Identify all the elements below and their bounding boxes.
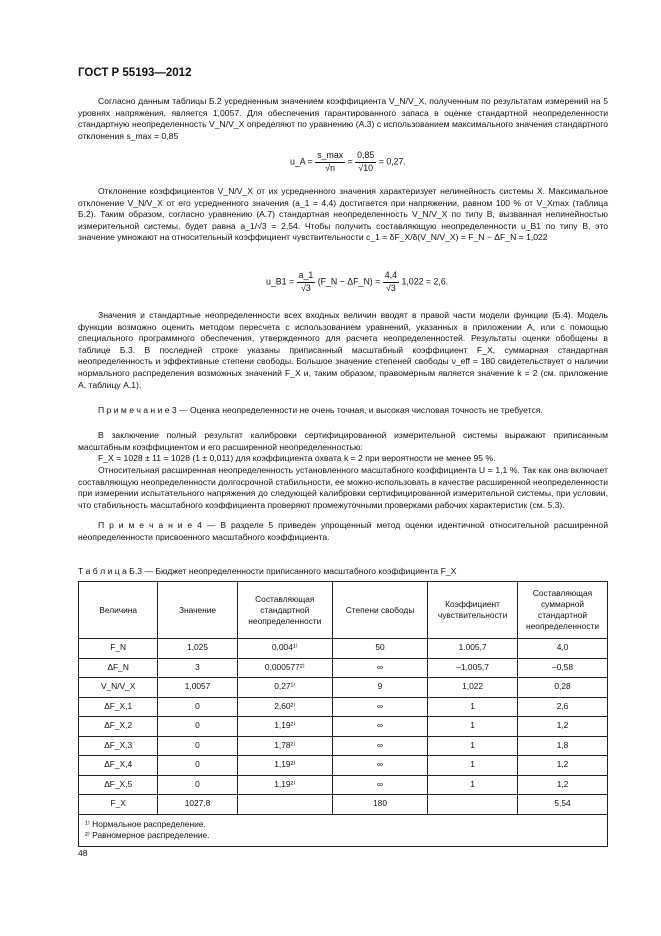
table-cell: 1.005,7 [428,639,518,659]
table-cell: 1 [428,736,518,756]
col-header: Составляющая стандартной неопределенности [237,582,332,639]
table-cell: 1,025 [158,639,237,659]
table-footnotes-row [79,814,608,846]
table-cell: 1 [428,756,518,776]
table-cell: 1,2 [518,717,608,737]
uncertainty-budget-table [78,581,608,847]
document-header: ГОСТ Р 55193—2012 [78,67,192,79]
formula-ub1: u_B1 = $\frac{a\_1}{√3}$ (F_N − ΔF_N) = $\frac{4,4}{√3}$ 1,022 = 2,6. [266,270,449,293]
table-cell [237,795,332,815]
table-cell: 1,78²⁾ [237,736,332,756]
table-cell: ∞ [332,697,427,717]
col-header: Величина [79,582,158,639]
table-cell: 1,19²⁾ [237,717,332,737]
table-row [79,697,608,717]
table-cell: ΔF_X,5 [79,775,158,795]
table-cell: 0 [158,697,237,717]
col-header: Составляющая суммарной стандартной неопределенности [518,582,608,639]
table-cell: ∞ [332,658,427,678]
table-cell: 180 [332,795,427,815]
table-cell: 5,54 [518,795,608,815]
table-cell: –1,005,7 [428,658,518,678]
table-header-row [79,582,608,639]
col-header: Значение [158,582,237,639]
table-cell: ΔF_X,3 [79,736,158,756]
table-row [79,736,608,756]
table-caption: Т а б л и ц а Б.3 — Бюджет неопределенности приписанного масштабного коэффициента F_X [78,566,457,576]
table-row [79,775,608,795]
table-cell: 0 [158,736,237,756]
table-cell: ΔF_X,4 [79,756,158,776]
table-row [79,678,608,698]
table-cell: 1,2 [518,775,608,795]
table-cell: 9 [332,678,427,698]
table-footnotes [79,814,608,846]
formula-ua: u_A = $\frac{s\_\max}{√n}$ = $\frac{0,85}{√10}$ = 0,27. [290,150,406,173]
table-cell: 1,19²⁾ [237,775,332,795]
table-total-row [79,795,608,815]
note-3: П р и м е ч а н и е 3 — Оценка неопределенности не очень точная, и высокая числовая точность не требуется. [98,405,543,415]
paragraph-3: Значения и стандартные неопределенности всех входных величин вводят в правой части модели функции (Б.4). Модель функции возможно оценить методом пересчета с использованием уравнений, указанных в приложении А, или с помощью специального программного обеспечения, утвержденного для расчета неопределенностей. Результаты оценки обобщены в таблице Б.3. В последней строке указаны приписанный масштабный коэффициент F_X, суммарная стандартная неопределенность и эффективные степени свободы. Большое значение степеней свободы ν_eff = 180 свидетельствует о наличии нормального распределения возможных значений F_X и, таким образом, правомерным является значение k = 2 (см. приложение А, таблицу А.1). [78,310,608,390]
table-cell: ∞ [332,717,427,737]
paragraph-1: Согласно данным таблицы Б.2 усредненным значением коэффициента V_N/V_X, полученным по результатам измерений на 5 уровнях напряжения, является 1,0057. Для обеспечения гарантированного запаса в оценке стандартной неопределенности стандартную неопределенность V_N/V_X определяют по уравнению (А.3) с использованием максимального значения стандартного отклонения s_max = 0,85 [78,96,608,141]
table-row [79,658,608,678]
table-cell: 3 [158,658,237,678]
table-cell: 0 [158,756,237,776]
table-cell: 0,004¹⁾ [237,639,332,659]
table-row [79,717,608,737]
table-cell: 0,000577²⁾ [237,658,332,678]
table-cell: F_X [79,795,158,815]
table-cell: F_N [79,639,158,659]
table-cell: V_N/V_X [79,678,158,698]
paragraph-2: Отклонение коэффициентов V_N/V_X от их усредненного значения характеризует нелинейность системы X. Максимальное отклонение V_N/V_X от его усредненного значения (a_1 = 4,4) достигается при напряжении, равном 100 % от V_Xmax (таблица Б.2). Таким образом, согласно уравнению (А.7) стандартная неопределенность V_N/V_X по типу В, вызванная нелинейностью измерительной системы, будет равна a_1/√3 = 2,54. Чтобы получить составляющую неопределенности u_B1 по типу В, это значение умножают на относительный коэффициент чувствительности c_1 = δF_X/δ(V_N/V_X) = F_N − ΔF_N = 1,022 [78,186,608,243]
paragraph-4-formula: F_X = 1028 ± 11 = 1028 (1 ± 0,011) для коэффициента охвата k = 2 при вероятности не менее 95 %. [98,453,496,463]
table-cell: ∞ [332,736,427,756]
table-cell: 0,28 [518,678,608,698]
page-number: 48 [78,848,88,858]
table-row [79,639,608,659]
table-cell: 2,60²⁾ [237,697,332,717]
paragraph-5: Относительная расширенная неопределенность установленного масштабного коэффициента U = 1,1 %. Так как она включает составляющую неопределенности долгосрочной стабильности, ее можно использовать в качестве расширенной неопределенности при измерении испытательного напряжения до следующей калибровки сертифицированной измерительной системы, при условии, что стабильность масштабного коэффициента проверяют промежуточными проверками рабочих характеристик (см. 5.3). [78,465,608,510]
table-cell: ∞ [332,775,427,795]
table-cell: ΔF_X,1 [79,697,158,717]
table-cell: 1 [428,775,518,795]
table-cell: 1,19²⁾ [237,756,332,776]
col-header: Степени свободы [332,582,427,639]
table-cell: –0,58 [518,658,608,678]
table-cell: ΔF_N [79,658,158,678]
note-4: П р и м е ч а н и е 4 — В разделе 5 приведен упрощенный метод оценки идентичной относительной расширенной неопределенности присвоенного масштабного коэффициента. [78,520,609,542]
table-cell: 4,0 [518,639,608,659]
table-cell: 0 [158,717,237,737]
paragraph-4: В заключение полный результат калибровки сертифицированной измерительной системы выражают приписанным масштабным коэффициентом и его расширенной неопределенностью: [78,430,608,452]
table-cell: 2,6 [518,697,608,717]
table-cell: 1 [428,697,518,717]
table-cell [428,795,518,815]
table-cell: ∞ [332,756,427,776]
table-cell: 1,0057 [158,678,237,698]
footnote: ¹⁾ Нормальное распределение. [85,818,206,829]
footnote: ²⁾ Равномерное распределение. [85,830,210,840]
table-cell: ΔF_X,2 [79,717,158,737]
table-cell: 0 [158,775,237,795]
table-cell: 1,8 [518,736,608,756]
table-cell: 1,2 [518,756,608,776]
table-cell: 1 [428,717,518,737]
table-cell: 50 [332,639,427,659]
table-cell: 0,27¹⁾ [237,678,332,698]
col-header: Коэффициент чувствительности [428,582,518,639]
table-row [79,756,608,776]
table-cell: 1,022 [428,678,518,698]
table-cell: 1027,8 [158,795,237,815]
